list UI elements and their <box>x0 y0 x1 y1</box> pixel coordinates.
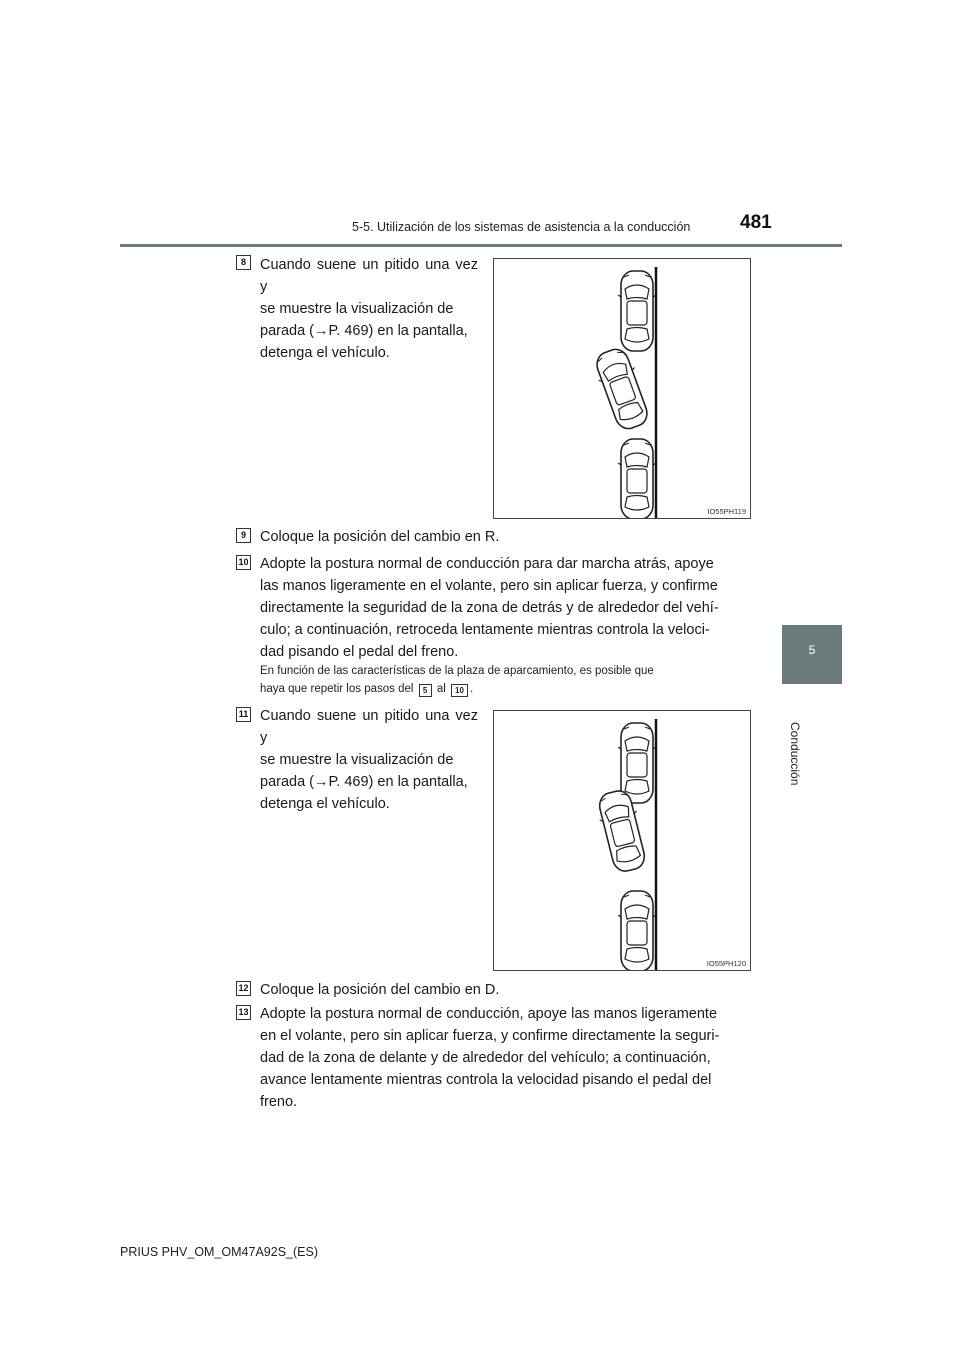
text-line: parada (→P. 469) en la pantalla, <box>260 323 468 339</box>
text-line: se muestre la visualización de <box>260 752 454 768</box>
car-icon <box>618 891 656 970</box>
parking-figure <box>493 710 751 971</box>
chapter-tab <box>782 625 842 684</box>
text-line: Coloque la posición del cambio en D. <box>260 982 500 998</box>
car-icon <box>590 345 653 433</box>
text-line: Adopte la postura normal de conducción, apoye las manos ligeramente <box>260 1006 718 1022</box>
step-number: 11 <box>236 707 251 722</box>
text-line: detenga el vehículo. <box>260 796 390 812</box>
note-line: En función de las características de la plaza de aparcamiento, es posible que <box>260 665 654 677</box>
text-line: culo; a continuación, retroceda lentamente mientras controla la veloci- <box>260 622 710 638</box>
step-number: 9 <box>236 528 251 543</box>
section-title: 5-5. Utilización de los sistemas de asistencia a la conducción <box>352 220 691 234</box>
note-text: . <box>470 683 474 695</box>
text-line: Coloque la posición del cambio en R. <box>260 529 500 545</box>
text-line: parada (→P. 469) en la pantalla, <box>260 774 468 790</box>
car-icon <box>618 439 656 518</box>
header-divider <box>120 244 842 247</box>
text-line: se muestre la visualización de <box>260 301 454 317</box>
text-line: dad pisando el pedal del freno. <box>260 644 459 660</box>
step-reference: 10 <box>451 684 468 697</box>
page-number: 481 <box>740 212 772 233</box>
text-line: Cuando suene un pitido una vez y <box>260 257 478 295</box>
text-line: freno. <box>260 1094 298 1110</box>
parking-diagram <box>494 711 750 970</box>
step-text <box>260 705 478 815</box>
note-text: al <box>436 683 446 695</box>
note <box>260 662 744 698</box>
text-line: avance lentamente mientras controla la velocidad pisando el pedal del <box>260 1072 712 1088</box>
text-line: las manos ligeramente en el volante, pero sin aplicar fuerza, y confirme <box>260 578 718 594</box>
note-text: haya que repetir los pasos del <box>260 683 414 695</box>
step-text <box>260 254 478 364</box>
car-icon <box>618 723 656 803</box>
step-text <box>260 979 744 1001</box>
step-reference: 5 <box>419 684 432 697</box>
text-line: detenga el vehículo. <box>260 345 390 361</box>
car-icon <box>618 271 656 351</box>
step-text <box>260 526 744 548</box>
text-line: Cuando suene un pitido una vez y <box>260 708 478 746</box>
text-line: directamente la seguridad de la zona de detrás y de alrededor del vehí- <box>260 600 719 616</box>
parking-figure <box>493 258 751 519</box>
chapter-label: Conducción <box>788 722 802 786</box>
step-number: 12 <box>236 981 251 996</box>
step-text <box>260 1003 744 1113</box>
step-text <box>260 553 744 663</box>
figure-code: IO55PH119 <box>707 507 746 516</box>
text-line: dad de la zona de delante y de alrededor del vehículo; a continuación, <box>260 1050 711 1066</box>
step-number: 10 <box>236 555 251 570</box>
figure-code: IO55PH120 <box>706 959 746 968</box>
text-line: Adopte la postura normal de conducción para dar marcha atrás, apoye <box>260 556 714 572</box>
footer-code: PRIUS PHV_OM_OM47A92S_(ES) <box>120 1245 318 1259</box>
step-number: 13 <box>236 1005 251 1020</box>
parking-diagram <box>494 259 750 518</box>
text-line: en el volante, pero sin aplicar fuerza, y confirme directamente la seguri- <box>260 1028 720 1044</box>
chapter-number: 5 <box>808 643 816 657</box>
step-number: 8 <box>236 255 251 270</box>
note-line <box>260 680 744 698</box>
